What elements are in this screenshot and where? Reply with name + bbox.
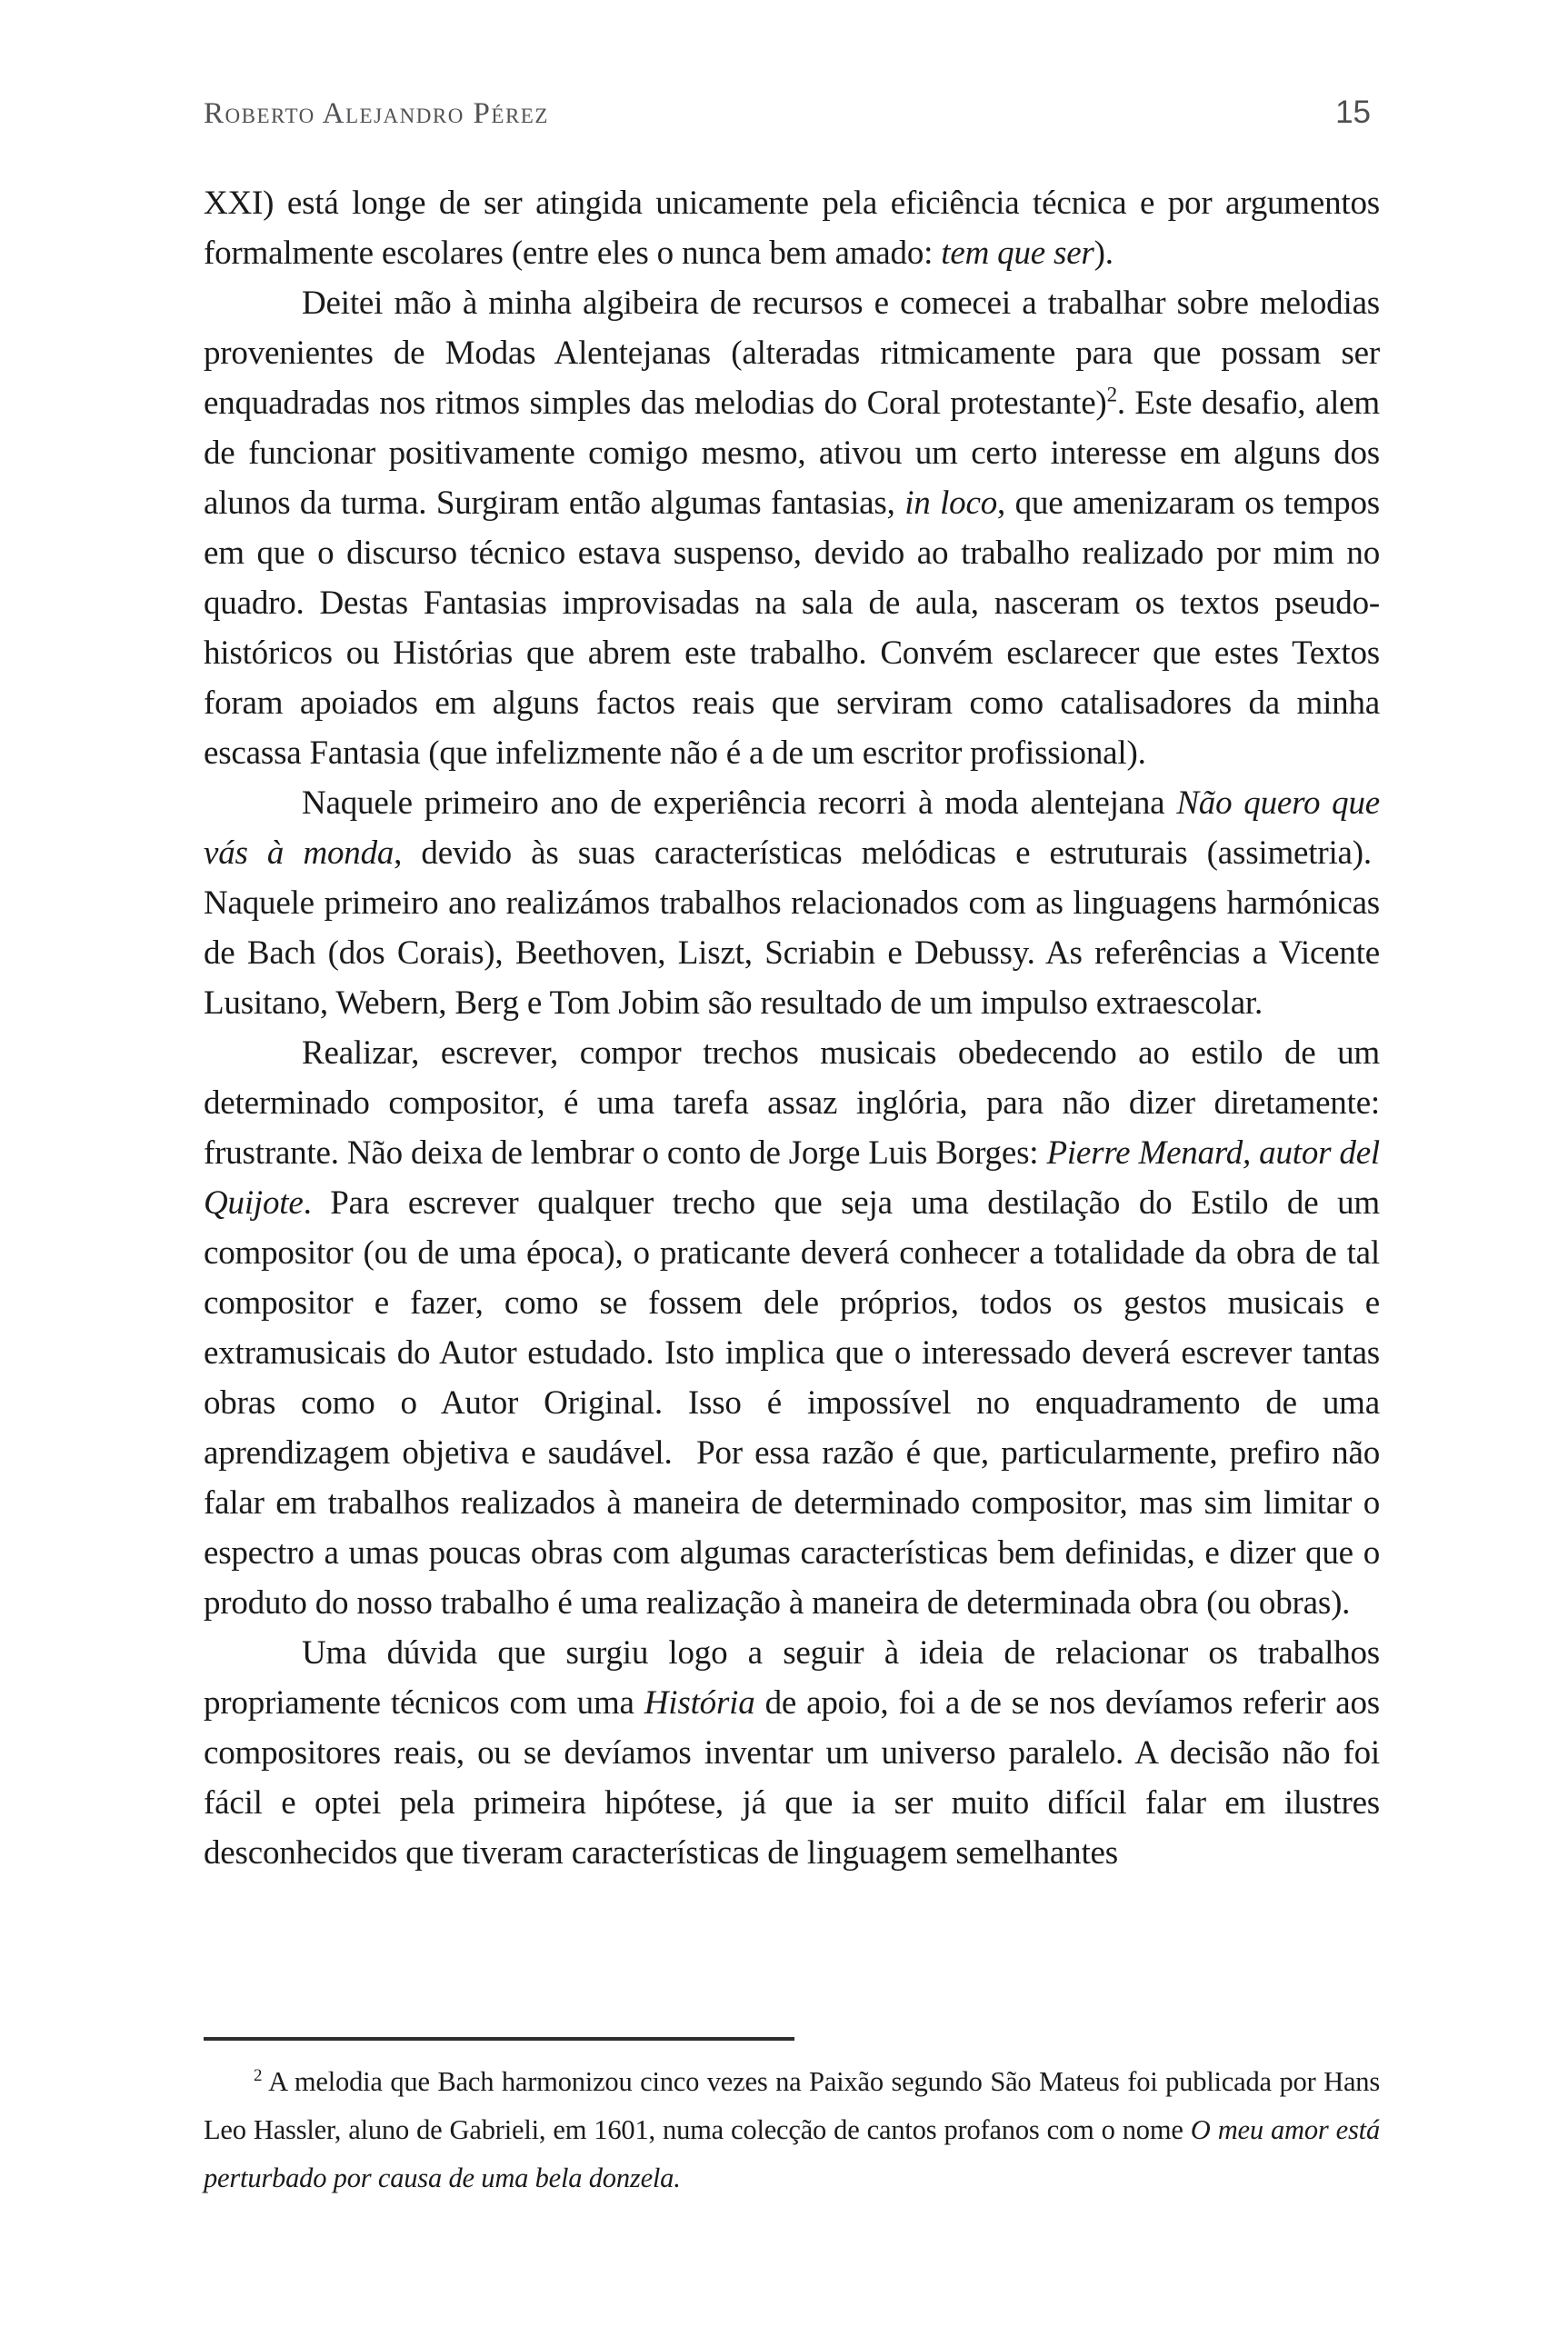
body-paragraph xyxy=(204,1028,1380,1628)
running-head: Roberto Alejandro Pérez xyxy=(204,97,549,130)
body-paragraph xyxy=(204,778,1380,1028)
text-run: , que amenizaram os tempos em que o discurso técnico estava suspenso, devido ao trabalho realizado por mim no quadro. Destas Fantasias improvisadas na sala de aula, nasceram os textos pseudo-históricos ou Histórias que abrem este trabalho. Convém esclarecer que estes Textos foram apoiados em alguns factos reais que serviram como catalisadores da minha escassa Fantasia (que infelizmente não é a de um escritor profissional). xyxy=(204,484,1380,772)
text-run: Realizar, escrever, compor trechos musicais obedecendo ao estilo de um determinado compositor, é uma tarefa assaz inglória, para não dizer diretamente: frustrante. Não deixa de lembrar o conto de Jorge Luis Borges: xyxy=(204,1034,1380,1172)
footnote-reference: 2 xyxy=(1106,383,1117,406)
italic-text-run: tem que ser xyxy=(941,235,1094,272)
page-header xyxy=(204,95,1371,131)
text-run: . Para escrever qualquer trecho que seja uma destilação do Estilo de um compositor (ou de uma época), o praticante deverá conhecer a totalidade da obra de tal compositor e fazer, como se fossem dele próprios, todos os gestos musicais e extramusicais do Autor estudado. Isto implica que o interessado deverá escrever tantas obras como o Autor Original. Isso é impossível no enquadramento de uma aprendizagem objetiva e saudável. Por essa razão é que, particularmente, prefiro não falar em trabalhos realizados à maneira de determinado compositor, mas sim limitar o espectro a umas poucas obras com algumas características bem definidas, e dizer que o produto do nosso trabalho é uma realização à maneira de determinada obra (ou obras). xyxy=(204,1184,1380,1622)
text-run: A melodia que Bach harmonizou cinco vezes na Paixão segundo São Mateus foi publicada por Hans Leo Hassler, aluno de Gabrieli, em 1601, numa colecção de cantos profanos com o nome xyxy=(204,2066,1380,2145)
text-run: Deitei mão à minha algibeira de recursos e comecei a trabalhar sobre melodias provenientes de Modas Alentejanas (alteradas ritmicamente para que possam ser enquadradas nos ritmos simples das melodias do Coral protestante) xyxy=(204,285,1380,422)
italic-text-run: História xyxy=(644,1684,755,1722)
footnote-text xyxy=(204,2058,1380,2202)
text-run: Naquele primeiro ano de experiência recorri à moda alentejana xyxy=(302,784,1177,822)
text-run: , devido às suas características melódicas e estruturais (assimetria). Naquele primeiro ano realizámos trabalhos relacionados com as linguagens harmónicas de Bach (dos Corais), Beethoven, Liszt, Scriabin e Debussy. As referências a Vicente Lusitano, Webern, Berg e Tom Jobim são resultado de um impulso extraescolar. xyxy=(204,834,1380,1022)
body-paragraph xyxy=(204,1628,1380,1878)
italic-text-run: Pierre Menard, autor del Quijote xyxy=(204,1134,1380,1222)
body-paragraph xyxy=(204,178,1380,278)
footnote-section xyxy=(204,2037,1380,2202)
italic-text-run: Não quero que vás à monda xyxy=(204,784,1380,872)
body-text xyxy=(204,178,1380,1878)
page-number: 15 xyxy=(1335,95,1371,130)
footnote-marker: 2 xyxy=(254,2065,263,2085)
text-run: ). xyxy=(1094,235,1114,272)
text-run: . Este desafio, alem de funcionar positivamente comigo mesmo, ativou um certo interesse em alguns dos alunos da turma. Surgiram então algumas fantasias, xyxy=(204,385,1380,522)
footnote-rule xyxy=(204,2037,794,2041)
italic-text-run: O meu amor está perturbado por causa de uma bela donzela. xyxy=(204,2114,1380,2193)
body-paragraph xyxy=(204,278,1380,778)
text-run: Uma dúvida que surgiu logo a seguir à ideia de relacionar os trabalhos propriamente técnicos com uma xyxy=(204,1634,1380,1722)
text-run: XXI) está longe de ser atingida unicamente pela eficiência técnica e por argumentos formalmente escolares (entre eles o nunca bem amado: xyxy=(204,185,1380,272)
italic-text-run: in loco xyxy=(904,484,998,522)
text-run: de apoio, foi a de se nos devíamos referir aos compositores reais, ou se devíamos inventar um universo paralelo. A decisão não foi fácil e optei pela primeira hipótese, já que ia ser muito difícil falar em ilustres desconhecidos que tiveram características de linguagem semelhantes xyxy=(204,1684,1380,1872)
